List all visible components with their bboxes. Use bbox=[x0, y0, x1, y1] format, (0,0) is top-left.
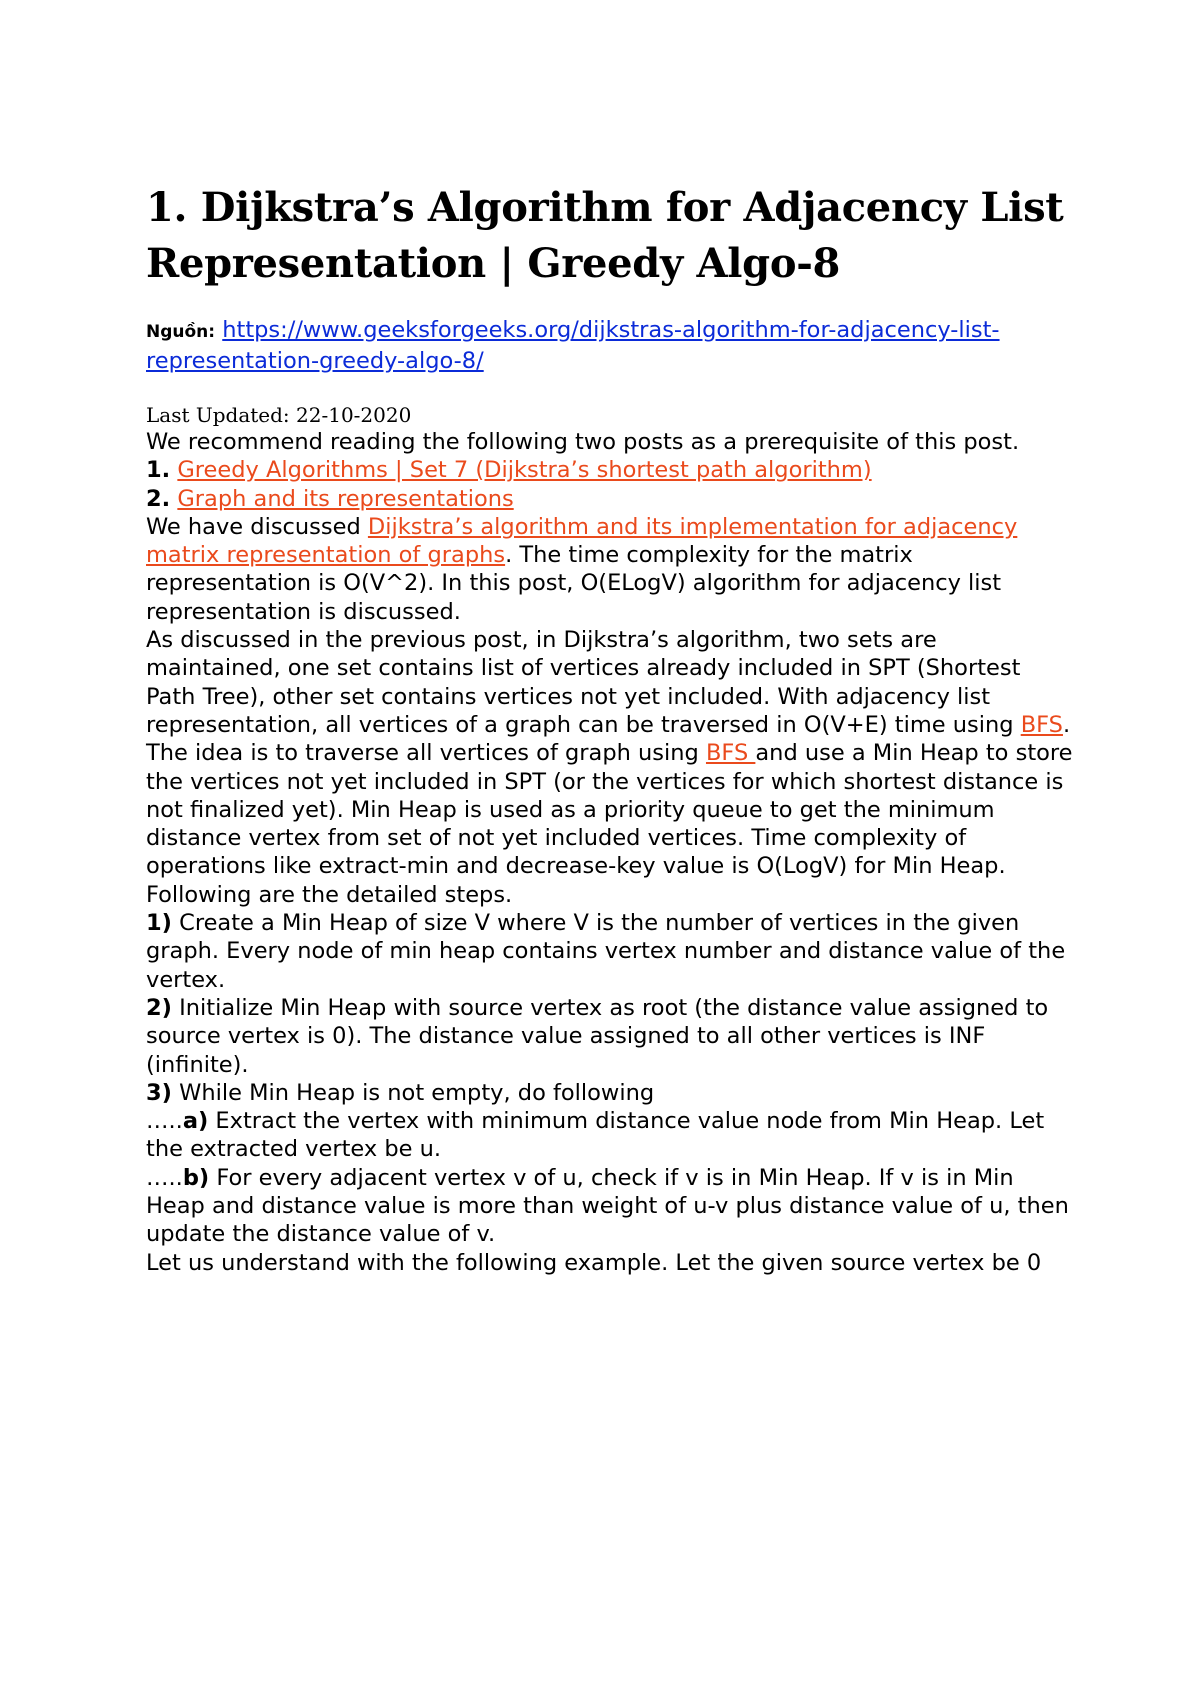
paragraph-explanation bbox=[146, 626, 1076, 881]
step-text: While Min Heap is not empty, do following bbox=[171, 1079, 655, 1106]
link-bfs[interactable]: BFS bbox=[705, 740, 756, 767]
step-number: 1) bbox=[146, 910, 172, 937]
prereq-link-greedy-algorithms[interactable]: Greedy Algorithms | Set 7 (Dijkstra’s shortest path algorithm) bbox=[177, 457, 872, 484]
source-link[interactable]: https://www.geeksforgeeks.org/dijkstras-algorithm-for-adjacency-list-representation-greedy-algo-8/ bbox=[146, 317, 1000, 374]
paragraph-text: We have discussed bbox=[146, 513, 368, 540]
paragraph-text: As discussed in the previous post, in Dijkstra’s algorithm, two sets are maintained, one set contains list of vertices already included in SPT (Shortest Path Tree), other set contains vertices not yet included. With adjacency list representation, all vertices of a graph can be traversed in O(V+E) time using bbox=[146, 627, 1021, 738]
steps-intro: Following are the detailed steps. bbox=[146, 881, 513, 908]
substep-item bbox=[146, 1164, 1076, 1249]
substep-number: b) bbox=[182, 1164, 210, 1191]
prereq-number: 2. bbox=[146, 485, 171, 512]
title-line-2: Representation | Greedy Algo-8 bbox=[146, 240, 841, 287]
step-text: Create a Min Heap of size V where V is the number of vertices in the given graph. Every node of min heap contains vertex number and distance value of the vertex. bbox=[146, 910, 1066, 993]
paragraph-text: . The idea is to traverse all vertices of graph using bbox=[146, 711, 1071, 767]
paragraph-discussed bbox=[146, 513, 1076, 626]
substep-dots: ….. bbox=[146, 1108, 183, 1135]
document-page bbox=[146, 180, 1076, 1277]
substep-item bbox=[146, 1107, 1076, 1164]
link-dijkstra-matrix[interactable]: Dijkstra’s algorithm and its implementation for adjacency matrix representation of graphs bbox=[146, 513, 1018, 569]
step-number: 2) bbox=[146, 994, 172, 1021]
step-number: 3) bbox=[146, 1079, 172, 1106]
substep-dots: ….. bbox=[146, 1164, 183, 1191]
article-body bbox=[146, 428, 1076, 1277]
substep-text: Extract the vertex with minimum distance value node from Min Heap. Let the extracted vertex be u. bbox=[146, 1108, 1045, 1163]
closing-text: Let us understand with the following example. Let the given source vertex be 0 bbox=[146, 1249, 1042, 1276]
title-line-1: 1. Dijkstra’s Algorithm for Adjacency List bbox=[146, 184, 1064, 231]
substep-text: For every adjacent vertex v of u, check if v is in Min Heap. If v is in Min Heap and distance value is more than weight of u-v plus distance value of u, then update the distance value of v. bbox=[146, 1164, 1069, 1248]
paragraph-text: . The time complexity for the matrix representation is O(V^2). In this post, O(ELogV) algorithm for adjacency list representation is discussed. bbox=[146, 542, 1002, 625]
paragraph-text: and use a Min Heap to store the vertices not yet included in SPT (or the vertices for which shortest distance is not finalized yet). Min Heap is used as a priority queue to get the minimum distance vertex from set of not yet included vertices. Time complexity of operations like extract-min and decrease-key value is O(LogV) for Min Heap. bbox=[146, 740, 1073, 880]
prereq-item-1 bbox=[146, 456, 1076, 484]
step-item bbox=[146, 994, 1076, 1079]
substep-number: a) bbox=[182, 1108, 209, 1135]
intro-text: We recommend reading the following two posts as a prerequisite of this post. bbox=[146, 429, 1020, 455]
source-label: Nguồn: bbox=[146, 322, 216, 342]
last-updated: Last Updated: 22-10-2020 bbox=[146, 403, 412, 427]
prereq-number: 1. bbox=[146, 457, 171, 484]
step-text: Initialize Min Heap with source vertex as root (the distance value assigned to source vertex is 0). The distance value assigned to all other vertices is INF (infinite). bbox=[146, 994, 1049, 1078]
source-line bbox=[146, 316, 1076, 376]
step-item bbox=[146, 909, 1076, 994]
link-bfs[interactable]: BFS bbox=[1020, 711, 1063, 738]
step-item bbox=[146, 1079, 1076, 1107]
prereq-item-2 bbox=[146, 485, 1076, 513]
prereq-link-graph-representations[interactable]: Graph and its representations bbox=[177, 485, 514, 512]
page-title bbox=[146, 180, 1076, 292]
